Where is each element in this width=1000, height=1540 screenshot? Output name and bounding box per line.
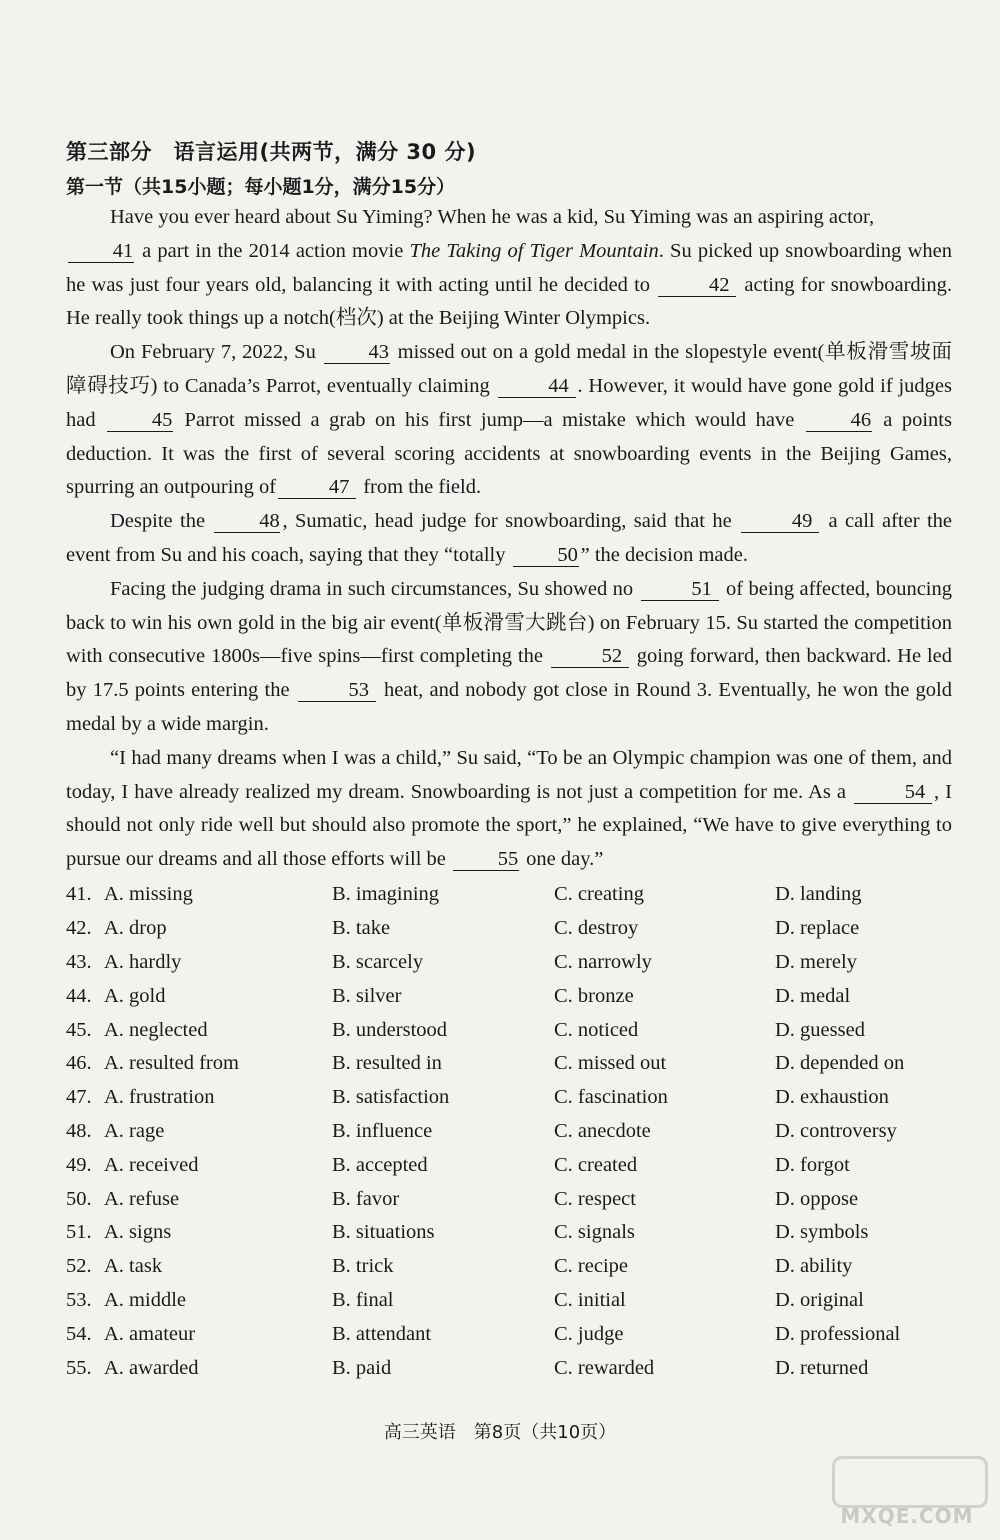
option-b: B. situations — [332, 1221, 435, 1244]
option-b: B. accepted — [332, 1153, 428, 1176]
option-a: A. awarded — [104, 1356, 199, 1379]
answer-options — [66, 878, 966, 1385]
option-d: D. guessed — [775, 1018, 865, 1041]
option-b: B. influence — [332, 1119, 433, 1142]
option-a: A. signs — [104, 1221, 172, 1244]
option-b: B. take — [332, 917, 391, 940]
blank-41: 41 — [68, 240, 134, 263]
option-c: C. respect — [554, 1187, 636, 1210]
option-d: D. replace — [775, 917, 860, 940]
option-c: C. noticed — [554, 1018, 639, 1041]
option-b: B. trick — [332, 1255, 394, 1278]
question-number: 45. — [66, 1018, 92, 1041]
option-c: C. created — [554, 1153, 638, 1176]
question-number: 52. — [66, 1255, 92, 1278]
blank-55: 55 — [453, 848, 519, 871]
option-a: A. drop — [104, 917, 167, 940]
question-number: 55. — [66, 1356, 92, 1379]
option-d: D. original — [775, 1288, 864, 1311]
question-number: 46. — [66, 1052, 92, 1075]
paragraph-4: Facing the judging drama in such circumstances, Su showed no 51 of being affected, bouncing back to win his own gold in the big air event(单板滑雪大跳台) on February 15. Su started the competition with consecutive 1800s—five spins—first completing the 52 going forward, then backward. He led by 17.5 points entering the 53 heat, and nobody got close in Round 3. Eventually, he won the gold medal by a wide margin. — [66, 577, 952, 735]
option-c: C. anecdote — [554, 1119, 651, 1142]
blank-47: 47 — [278, 476, 356, 499]
option-a: A. amateur — [104, 1322, 196, 1345]
option-row — [66, 1284, 966, 1318]
watermark — [832, 1456, 982, 1528]
option-b: B. favor — [332, 1187, 400, 1210]
option-c: C. initial — [554, 1288, 626, 1311]
question-number: 43. — [66, 950, 92, 973]
question-number: 41. — [66, 883, 92, 906]
option-d: D. merely — [775, 950, 857, 973]
option-b: B. paid — [332, 1356, 392, 1379]
option-a: A. gold — [104, 984, 166, 1007]
option-d: D. forgot — [775, 1153, 850, 1176]
blank-54: 54 — [854, 781, 932, 804]
movie-title: The Taking of Tiger Mountain — [409, 239, 659, 262]
subsection-title: 第一节（共15小题；每小题1分，满分15分） — [66, 176, 456, 198]
option-row — [66, 1250, 966, 1284]
option-c: C. fascination — [554, 1086, 668, 1109]
option-row — [66, 946, 966, 980]
blank-49: 49 — [741, 510, 819, 533]
option-b: B. scarcely — [332, 950, 424, 973]
option-b: B. attendant — [332, 1322, 432, 1345]
blank-44: 44 — [498, 375, 576, 398]
blank-52: 52 — [551, 645, 629, 668]
option-d: D. professional — [775, 1322, 901, 1345]
blank-46: 46 — [806, 409, 872, 432]
paragraph-3: Despite the 48 , Sumatic, head judge for snowboarding, said that he 49 a call after the event from Su and his coach, saying that they “totally 50 ” the decision made. — [66, 510, 952, 566]
option-c: C. destroy — [554, 917, 639, 940]
option-a: A. neglected — [104, 1018, 208, 1041]
option-c: C. recipe — [554, 1255, 628, 1278]
option-c: C. bronze — [554, 984, 634, 1007]
option-a: A. received — [104, 1153, 199, 1176]
option-d: D. landing — [775, 883, 862, 906]
option-d: D. ability — [775, 1255, 853, 1278]
page-footer: 高三英语 第8页（共10页） — [383, 1422, 617, 1443]
option-d: D. symbols — [775, 1221, 869, 1244]
option-row — [66, 1081, 966, 1115]
blank-48: 48 — [214, 510, 280, 533]
watermark-text: MXQE.COM — [840, 1504, 974, 1528]
blank-45: 45 — [107, 409, 173, 432]
option-a: A. missing — [104, 883, 193, 906]
option-row — [66, 1351, 966, 1385]
option-d: D. controversy — [775, 1119, 897, 1142]
paragraph-5: “I had many dreams when I was a child,” Su said, “To be an Olympic champion was one of them, and today, I have already realized my dream. Snowboarding is not just a competition for me. As a 54 , I should not only ride well but should also promote the sport,” he explained, “We have to give everything to pursue our dreams and all those efforts will be 55 one day.” — [66, 746, 952, 871]
question-number: 50. — [66, 1187, 92, 1210]
option-a: A. hardly — [104, 950, 182, 973]
blank-42: 42 — [658, 274, 736, 297]
section-title: 第三部分 语言运用(共两节，满分 30 分) — [66, 140, 477, 164]
option-b: B. imagining — [332, 883, 440, 906]
cloze-passage — [66, 201, 952, 877]
question-number: 47. — [66, 1086, 92, 1109]
option-d: D. exhaustion — [775, 1086, 889, 1109]
option-d: D. oppose — [775, 1187, 859, 1210]
option-row — [66, 1013, 966, 1047]
option-row — [66, 912, 966, 946]
blank-51: 51 — [641, 578, 719, 601]
blank-43: 43 — [324, 341, 390, 364]
option-a: A. middle — [104, 1288, 186, 1311]
option-a: A. rage — [104, 1119, 165, 1142]
paragraph-2: On February 7, 2022, Su 43 missed out on a gold medal in the slopestyle event(单板滑雪坡面障碍技巧) to Canada’s Parrot, eventually claiming 44 . However, it would have gone gold if judges had 45 Parrot missed a grab on his first jump—a mistake which would have 46 a points deduction. It was the first of several scoring accidents at snowboarding events in the Beijing Games, spurring an outpouring of 47 from the field. — [66, 341, 952, 499]
option-b: B. resulted in — [332, 1052, 442, 1075]
option-c: C. narrowly — [554, 950, 652, 973]
option-c: C. missed out — [554, 1052, 667, 1075]
question-number: 54. — [66, 1322, 92, 1345]
option-row — [66, 878, 966, 912]
question-number: 42. — [66, 917, 92, 940]
option-row — [66, 1317, 966, 1351]
option-a: A. task — [104, 1255, 163, 1278]
blank-50: 50 — [513, 544, 579, 567]
option-row — [66, 1182, 966, 1216]
option-row — [66, 1115, 966, 1149]
answer-site-logo-icon — [832, 1456, 988, 1508]
option-a: A. frustration — [104, 1086, 215, 1109]
option-b: B. understood — [332, 1018, 448, 1041]
option-b: B. satisfaction — [332, 1086, 450, 1109]
option-c: C. judge — [554, 1322, 624, 1345]
option-d: D. medal — [775, 984, 851, 1007]
option-b: B. final — [332, 1288, 394, 1311]
blank-53: 53 — [298, 679, 376, 702]
option-d: D. returned — [775, 1356, 869, 1379]
option-row — [66, 1148, 966, 1182]
option-row — [66, 1216, 966, 1250]
option-d: D. depended on — [775, 1052, 905, 1075]
option-b: B. silver — [332, 984, 402, 1007]
option-a: A. resulted from — [104, 1052, 239, 1075]
question-number: 44. — [66, 984, 92, 1007]
question-number: 49. — [66, 1153, 92, 1176]
option-c: C. signals — [554, 1221, 635, 1244]
option-row — [66, 1047, 966, 1081]
option-c: C. rewarded — [554, 1356, 655, 1379]
option-c: C. creating — [554, 883, 644, 906]
question-number: 51. — [66, 1221, 92, 1244]
paragraph-1: Have you ever heard about Su Yiming? When he was a kid, Su Yiming was an aspiring actor, 41 a part in the 2014 action movie The Taking of Tiger Mountain. Su picked up snowboarding when he was just four years old, balancing it with acting until he decided to 42 acting for snowboarding. He really took things up a notch(档次) at the Beijing Winter Olympics. — [66, 206, 953, 330]
option-row — [66, 979, 966, 1013]
option-a: A. refuse — [104, 1187, 180, 1210]
question-number: 53. — [66, 1288, 92, 1311]
question-number: 48. — [66, 1119, 92, 1142]
